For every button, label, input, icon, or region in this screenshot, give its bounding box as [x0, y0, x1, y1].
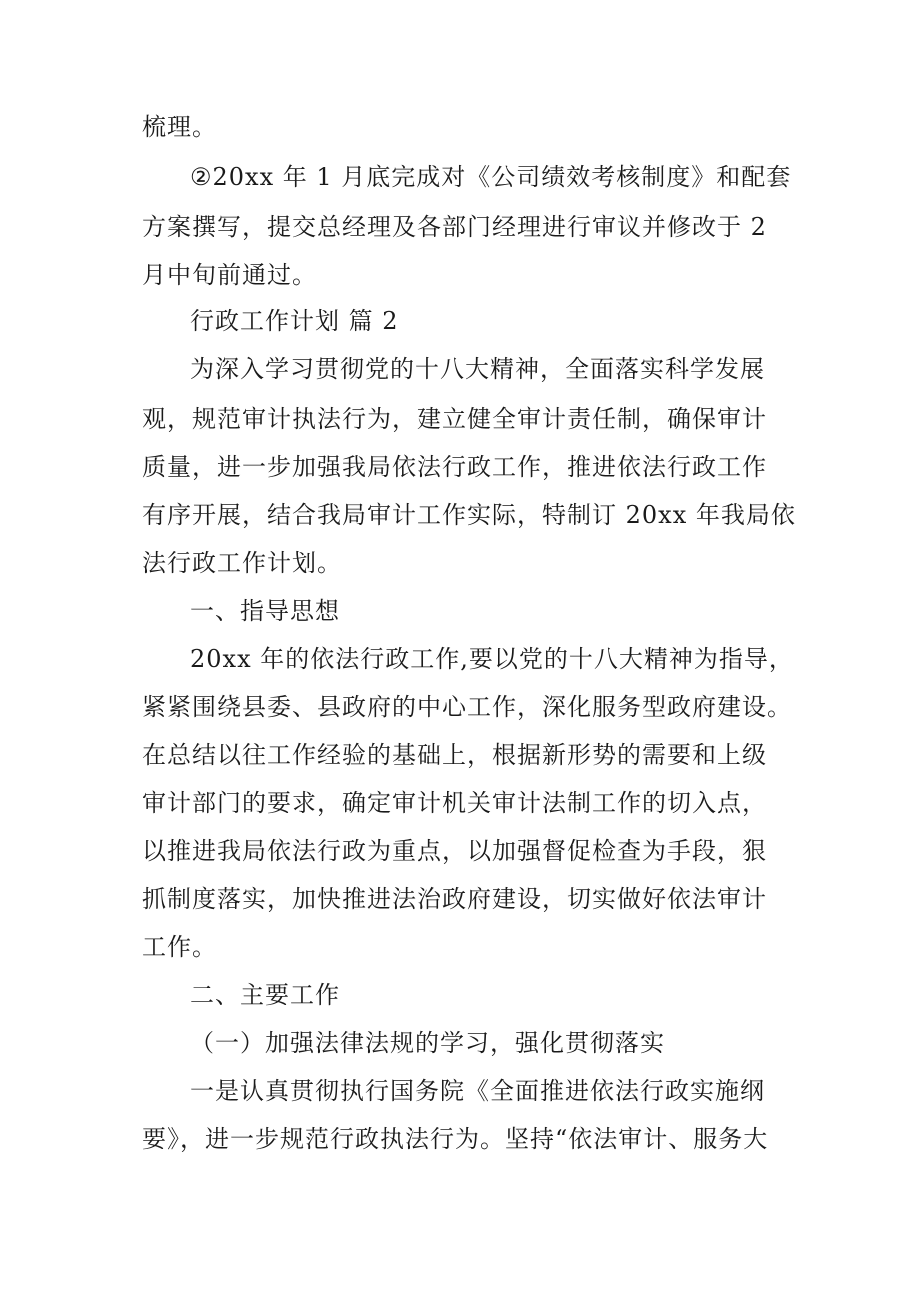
section-heading: 二、主要工作: [190, 981, 340, 1009]
text-line: 以推进我局依法行政为重点，以加强督促检查为手段，狠: [142, 837, 767, 865]
text-line: 一是认真贯彻执行国务院《全面推进依法行政实施纲: [190, 1077, 765, 1105]
text-line: 抓制度落实，加快推进法治政府建设，切实做好依法审计: [142, 885, 767, 913]
text-line: 观，规范审计执法行为，建立健全审计责任制，确保审计: [142, 405, 767, 433]
text-line: 20xx 年的依法行政工作,要以党的十八大精神为指导，: [190, 645, 794, 673]
text-line: 月中旬前通过。: [142, 261, 317, 289]
text-line: 在总结以往工作经验的基础上，根据新形势的需要和上级: [142, 741, 767, 769]
text-line: 工作。: [142, 933, 217, 961]
section-heading: 一、指导思想: [190, 597, 340, 625]
text-line: 审计部门的要求，确定审计机关审计法制工作的切入点，: [142, 789, 767, 817]
section-heading: 行政工作计划 篇 2: [190, 307, 399, 335]
text-line: 有序开展，结合我局审计工作实际，特制订 20xx 年我局依: [142, 501, 796, 529]
text-line: ②20xx 年 1 月底完成对《公司绩效考核制度》和配套: [190, 163, 792, 191]
text-line: 梳理。: [142, 113, 217, 141]
text-line: 要》，进一步规范行政执法行为。坚持“依法审计、服务大: [142, 1125, 769, 1153]
text-line: 方案撰写，提交总经理及各部门经理进行审议并修改于 2: [142, 213, 767, 241]
text-line: 为深入学习贯彻党的十八大精神，全面落实科学发展: [190, 355, 765, 383]
text-line: 质量，进一步加强我局依法行政工作，推进依法行政工作: [142, 453, 767, 481]
subsection-heading: （一）加强法律法规的学习，强化贯彻落实: [190, 1029, 665, 1057]
text-line: 紧紧围绕县委、县政府的中心工作，深化服务型政府建设。: [142, 693, 792, 721]
text-line: 法行政工作计划。: [142, 549, 342, 577]
